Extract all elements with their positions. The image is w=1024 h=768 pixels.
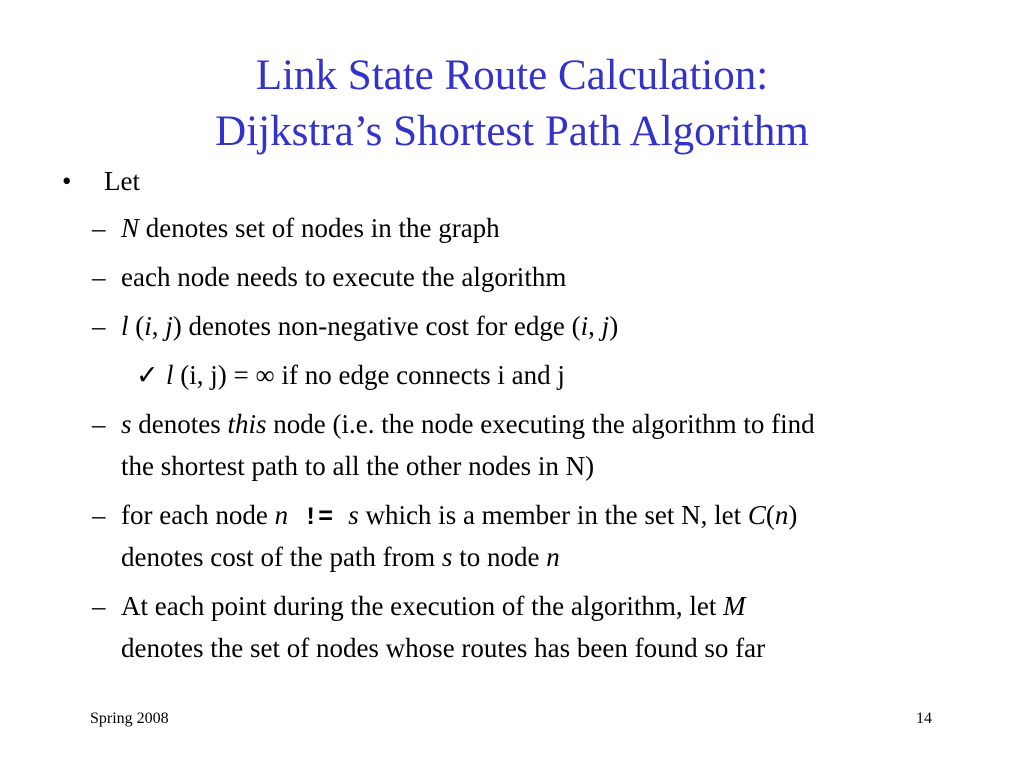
text-fragment: which is a member in the set N, let xyxy=(358,500,748,530)
item-s-definition-line-2: the shortest path to all the other nodes in N) xyxy=(121,451,595,481)
var-l: l xyxy=(121,311,129,341)
item-cost-definition xyxy=(121,309,618,343)
var-n: n xyxy=(274,500,289,530)
text-fragment: denotes cost of the path from xyxy=(121,542,442,572)
var-n: n xyxy=(546,542,560,572)
dash-marker: – xyxy=(92,262,106,292)
item-cost-function-line-2 xyxy=(121,540,560,574)
bullet-marker: • xyxy=(62,166,72,196)
var-l: l xyxy=(166,360,174,390)
var-i: i xyxy=(580,311,589,341)
text-fragment: to node xyxy=(452,542,547,572)
bullet-let-text: Let xyxy=(104,166,140,196)
text-fragment: ) xyxy=(788,500,798,530)
var-c: C xyxy=(747,500,766,530)
operator-not-equal: != xyxy=(288,503,349,532)
item-infinity-text: (i, j) = ∞ if no edge connects i and j xyxy=(173,360,565,390)
item-s-definition xyxy=(121,407,815,441)
item-m-definition-line-2: denotes the set of nodes whose routes has been found so far xyxy=(121,633,766,663)
check-icon: ✓ xyxy=(136,360,159,390)
text-emphasis: this xyxy=(227,409,267,439)
var-s: s xyxy=(441,542,453,572)
text-fragment: denotes xyxy=(131,409,228,439)
dash-marker: – xyxy=(92,591,106,621)
slide-title-line-1: Link State Route Calculation: xyxy=(255,52,769,99)
var-n: N xyxy=(121,213,140,243)
dash-marker: – xyxy=(92,409,106,439)
item-infinity xyxy=(166,358,565,392)
dash-marker: – xyxy=(92,311,106,341)
text-fragment: ) xyxy=(609,311,619,341)
var-n: n xyxy=(774,500,789,530)
var-m: M xyxy=(723,591,746,621)
dash-marker: – xyxy=(92,500,106,530)
text-fragment: ( xyxy=(765,500,775,530)
item-cost-function xyxy=(121,498,797,535)
item-n-text: denotes set of nodes in the graph xyxy=(139,213,500,243)
bullet-let xyxy=(62,164,71,198)
item-m-definition xyxy=(121,589,746,623)
item-n-definition xyxy=(121,211,500,245)
dash-marker: – xyxy=(92,213,106,243)
text-fragment: , xyxy=(151,311,166,341)
var-j: j xyxy=(601,311,610,341)
var-s: s xyxy=(121,409,132,439)
text-fragment: for each node xyxy=(121,500,275,530)
text-fragment: , xyxy=(588,311,602,341)
text-fragment: node (i.e. the node executing the algorithm to find xyxy=(266,409,815,439)
footer-page-number: 14 xyxy=(916,710,932,727)
item-each-node: each node needs to execute the algorithm xyxy=(121,262,567,292)
var-j: j xyxy=(165,311,173,341)
text-fragment: ) denotes non-negative cost for edge ( xyxy=(172,311,581,341)
footer-date: Spring 2008 xyxy=(90,710,169,727)
text-fragment: ( xyxy=(128,311,145,341)
var-s: s xyxy=(348,500,359,530)
text-fragment: At each point during the execution of the algorithm, let xyxy=(121,591,724,621)
slide-title-line-2: Dijkstra’s Shortest Path Algorithm xyxy=(215,108,809,155)
var-i: i xyxy=(144,311,152,341)
